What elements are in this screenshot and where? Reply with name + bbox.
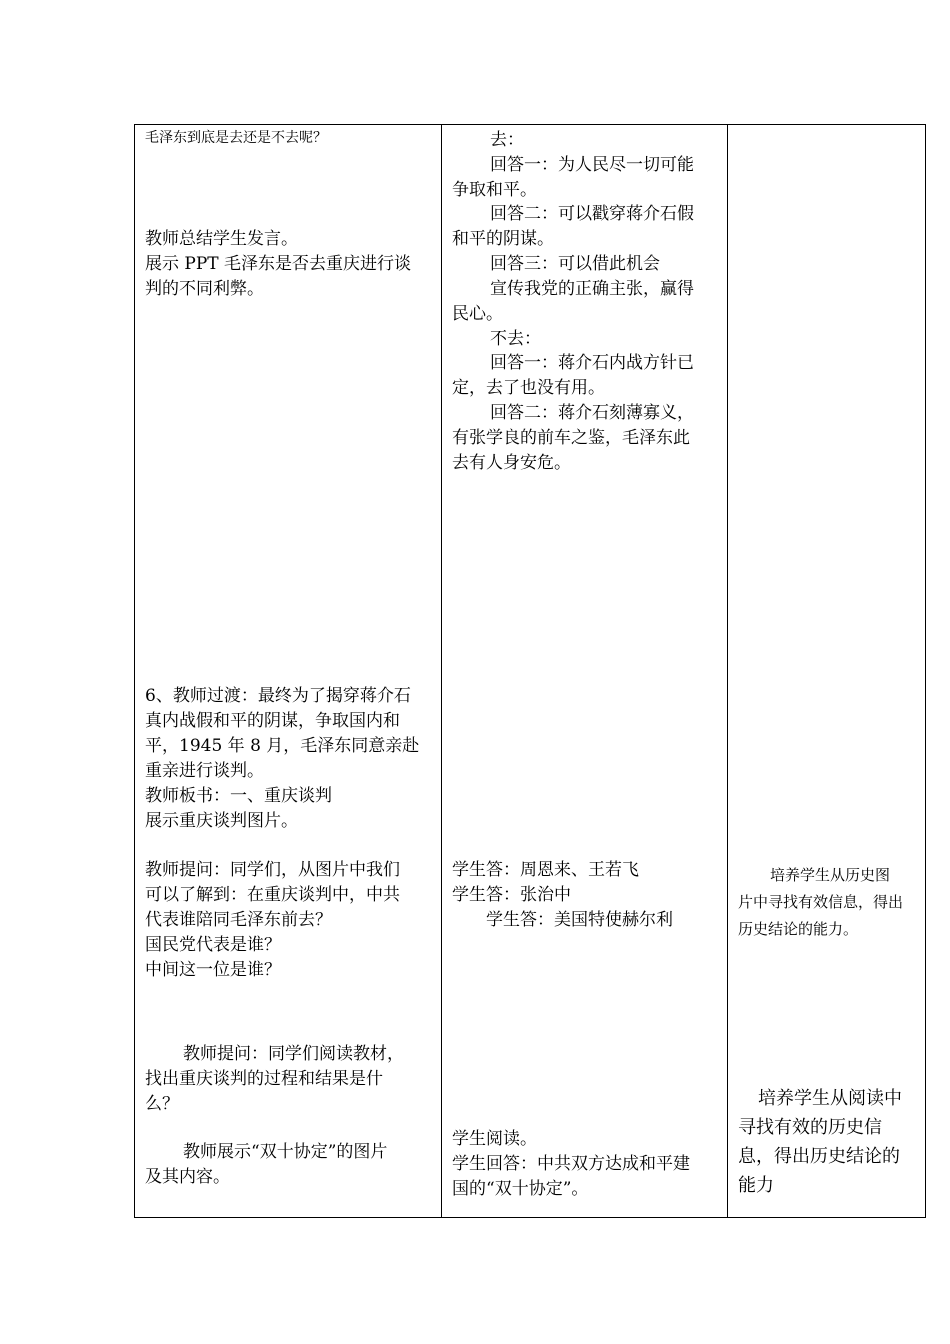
student-answer-line: 争取和平。: [452, 180, 537, 200]
purpose-line: 片中寻找有效信息，得出: [738, 893, 904, 911]
student-answer-line: 回答三：可以借此机会: [490, 254, 660, 274]
teacher-question-line: 国民党代表是谁？: [145, 935, 281, 955]
teacher-transition-line: 展示重庆谈判图片。: [145, 811, 298, 831]
teacher-display-line: 教师展示“双十协定”的图片: [183, 1142, 388, 1162]
student-answer-line: 回答二：蒋介石刻薄寡义，: [490, 403, 694, 423]
purpose-line: 息，得出历史结论的: [738, 1146, 900, 1167]
teacher-question-line: 可以了解到：在重庆谈判中，中共: [145, 885, 400, 905]
teacher-summary-line: 展示 PPT 毛泽东是否去重庆进行谈: [145, 254, 412, 274]
purpose-line: 历史结论的能力。: [738, 920, 859, 938]
student-answer-line: 学生答：周恩来、王若飞: [452, 860, 639, 880]
teacher-question-line: 代表谁陪同毛泽东前去？: [145, 910, 332, 930]
student-answer-line: 去有人身安危。: [452, 453, 571, 473]
student-answer-line: 宣传我党的正确主张，赢得: [490, 279, 694, 299]
column-divider: [441, 125, 442, 1217]
column-divider: [727, 125, 728, 1217]
teacher-question-line: 教师提问：同学们，从图片中我们: [145, 860, 400, 880]
purpose-line: 培养学生从历史图: [770, 866, 891, 884]
student-answer-line: 回答一：蒋介石内战方针已: [490, 353, 694, 373]
teacher-question-line: 找出重庆谈判的过程和结果是什: [145, 1069, 383, 1089]
student-answer-line: 定，去了也没有用。: [452, 378, 605, 398]
purpose-line: 培养学生从阅读中: [758, 1088, 902, 1109]
teacher-question-line: 教师提问：同学们阅读教材，: [183, 1044, 404, 1064]
teacher-transition-line: 真内战假和平的阴谋，争取国内和: [145, 711, 400, 731]
purpose-line: 寻找有效的历史信: [738, 1117, 882, 1138]
teacher-question-intro: 毛泽东到底是去还是不去呢？: [145, 130, 327, 146]
student-answer-line: 学生答：张治中: [452, 885, 571, 905]
purpose-line: 能力: [738, 1175, 774, 1196]
teacher-summary-line: 教师总结学生发言。: [145, 229, 298, 249]
student-answer-line: 民心。: [452, 304, 503, 324]
teacher-transition-line: 平，1945 年 8 月，毛泽东同意亲赴: [145, 736, 420, 756]
teacher-transition-line: 6、教师过渡：最终为了揭穿蒋介石: [145, 686, 411, 706]
student-answer-line: 学生阅读。: [452, 1129, 537, 1149]
teacher-display-line: 及其内容。: [145, 1167, 230, 1187]
teacher-question-line: 么？: [145, 1094, 179, 1114]
student-go-heading: 去：: [490, 130, 524, 150]
student-notgo-heading: 不去：: [490, 329, 541, 349]
teacher-board-note: 教师板书：一、重庆谈判: [145, 786, 332, 806]
student-answer-line: 回答二：可以戳穿蒋介石假: [490, 204, 694, 224]
teacher-question-line: 中间这一位是谁？: [145, 960, 281, 980]
student-answer-line: 学生答：美国特使赫尔利: [486, 910, 673, 930]
student-answer-line: 有张学良的前车之鉴，毛泽东此: [452, 428, 690, 448]
teacher-summary-line: 判的不同利弊。: [145, 279, 264, 299]
student-answer-line: 国的“双十协定”。: [452, 1179, 589, 1199]
student-answer-line: 学生回答：中共双方达成和平建: [452, 1154, 690, 1174]
student-answer-line: 和平的阴谋。: [452, 229, 554, 249]
teacher-transition-line: 重亲进行谈判。: [145, 761, 264, 781]
student-answer-line: 回答一：为人民尽一切可能: [490, 155, 694, 175]
